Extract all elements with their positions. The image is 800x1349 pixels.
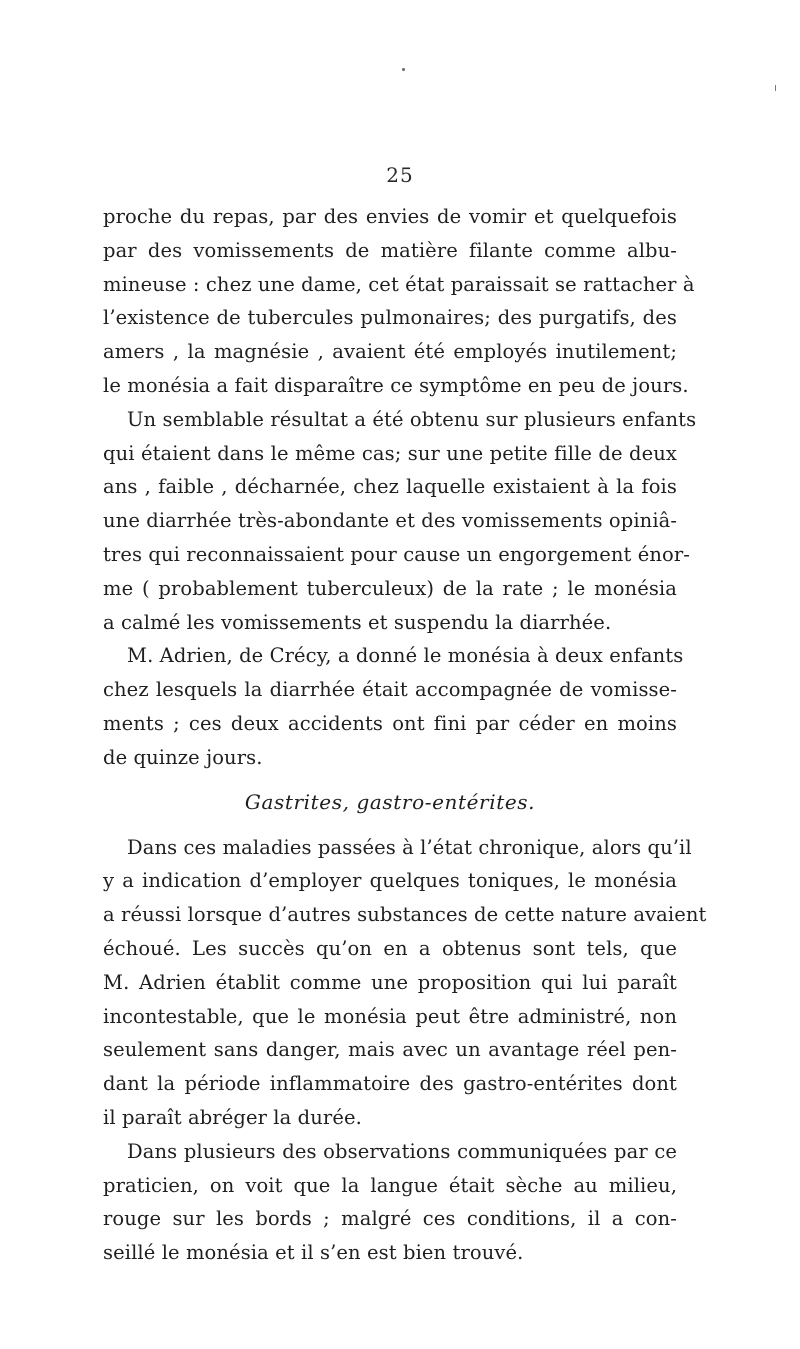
text-line: chez lesquels la diarrhée était accompagnée de vomisse- [103,678,677,702]
text-line: tres qui reconnaissaient pour cause un engorgement énor- [103,542,691,566]
text-line: par des vomissements de matière filante comme albu- [103,238,677,262]
text-line: l’existence de tubercules pulmonaires; des purgatifs, des [103,306,677,330]
text-line: Dans plusieurs des observations communiquées par ce [127,1139,677,1163]
text-line: ans , faible , décharnée, chez laquelle existaient à la fois [103,475,677,499]
section-heading: Gastrites, gastro-entérites. [244,789,536,814]
text-line: une diarrhée très-abondante et des vomissements opiniâ- [103,509,678,533]
text-line: il paraît abréger la durée. [103,1105,362,1129]
text-line: proche du repas, par des envies de vomir et quelquefois [103,205,677,228]
text-line: mineuse : chez une dame, cet état paraissait se rattacher à [103,272,695,296]
text-line: seillé le monésia et il s’en est bien trouvé. [103,1241,524,1265]
text-line: me ( probablement tuberculeux) de la rate ; le monésia [103,576,677,600]
body-text [103,200,707,1270]
text-line: y a indication d’employer quelques toniques, le monésia [103,869,677,893]
text-line: dant la période inflammatoire des gastro-entérites dont [103,1072,677,1096]
text-line: praticien, on voit que la langue était sèche au milieu, [103,1173,677,1197]
text-line: Dans ces maladies passées à l’état chronique, alors qu’il [127,835,692,859]
text-line: a réussi lorsque d’autres substances de cette nature avaient [103,903,707,927]
text-line: M. Adrien, de Crécy, a donné le monésia à deux enfants [127,644,684,668]
print-mark [775,85,776,91]
text-line: amers , la magnésie , avaient été employés inutilement; [103,340,677,364]
text-line: échoué. Les succès qu’on en a obtenus sont tels, que [103,936,677,960]
text-line: de quinze jours. [103,745,263,769]
text-line: incontestable, que le monésia peut être administré, non [103,1004,677,1028]
text-line: Un semblable résultat a été obtenu sur plusieurs enfants [127,407,697,431]
text-line: seulement sans danger, mais avec un avantage réel pen- [103,1038,677,1062]
text-line: qui étaient dans le même cas; sur une petite fille de deux [103,441,677,465]
text-line: M. Adrien établit comme une proposition qui lui paraît [103,970,677,994]
text-line: le monésia a fait disparaître ce symptôme en peu de jours. [103,373,689,397]
text-line: a calmé les vomissements et suspendu la diarrhée. [103,610,612,634]
text-line: rouge sur les bords ; malgré ces conditions, il a con- [103,1207,677,1231]
page-number: 25 [386,163,414,187]
print-speck [402,68,405,71]
text-line: ments ; ces deux accidents ont fini par céder en moins [103,711,677,735]
